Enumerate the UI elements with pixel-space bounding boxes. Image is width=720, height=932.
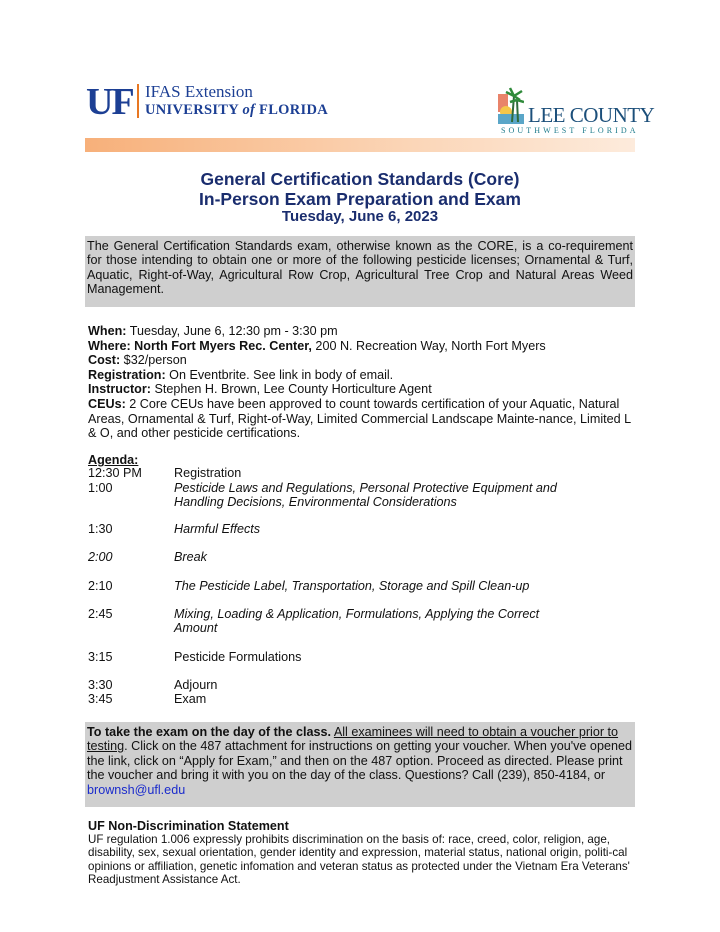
palm-tree-logo-icon [498,86,524,126]
agenda-activity: The Pesticide Label, Transportation, Storage and Spill Clean-up [174,579,530,593]
title-line-1: General Certification Standards (Core) [200,169,520,189]
lee-county-text: LEE COUNTY [528,103,655,127]
exam-underlined-text: All examinees will need to obtain a voucher prior to testing [87,725,619,754]
detail-label: When: [88,324,127,338]
detail-instructor [88,382,633,397]
uf-text-b: FLORIDA [255,102,329,118]
university-of-florida-text [145,102,328,119]
agenda-activity: Adjourn [174,678,218,692]
agenda-time: 3:15 [88,650,113,664]
detail-value: Tuesday, June 6, 12:30 pm - 3:30 pm [126,324,338,338]
nd-body: UF regulation 1.006 expressly prohibits discrimination on the basis of: race, creed, color, religion, age, disability, sex, sexual orientation, gender identity and expression, material status, national origin, politi-cal opinions or affiliation, genetic infomation and veteran status as protected under the Vietnam Era Veterans' Readjustment Assistance Act. [88,833,630,886]
agenda-activity: Registration [174,466,242,480]
ifas-extension-text: IFAS Extension [145,82,253,101]
agenda-activity: Harmful Effects [174,522,261,536]
non-discrimination-statement [88,820,633,886]
nd-heading: UF Non-Discrimination Statement [88,819,289,833]
detail-label: Cost: [88,353,121,368]
detail-value: 2 Core CEUs have been approved to count towards certification of your Aquatic, Natural Areas, Ornamental & Turf, Right-of-Way, Limited Commercial Landscape Mainte-nance, Limited L & O, and other pesticide certifications. [88,396,631,441]
agenda-activity: Break [174,550,207,564]
uf-logo: UF [86,81,133,123]
detail-label: Instructor: [88,382,151,397]
agenda-time: 2:10 [88,579,113,593]
detail-value: On Eventbrite. See link in body of email. [165,367,394,382]
detail-label: Registration: [88,367,166,382]
detail-ceus [88,397,633,441]
email-link[interactable]: brownsh@ufl.edu [87,782,186,797]
detail-value: 200 N. Recreation Way, North Fort Myers [311,338,546,353]
agenda-time: 3:30 [88,678,113,692]
uf-text-a: UNIVERSITY [145,102,243,118]
detail-when [88,324,633,339]
uf-text-of: of [242,102,256,118]
detail-cost [88,353,633,368]
detail-where [88,339,633,354]
detail-label: CEUs: [88,396,126,411]
agenda-time: 1:30 [88,522,113,536]
header-gradient-band [85,138,635,152]
agenda-activity: Exam [174,692,207,706]
intro-box: The General Certification Standards exam, otherwise known as the CORE, is a co-requirement for those intending to obtain one or more of the following pesticide licenses; Ornamental & Turf, Aquatic, Right-of-Way, Agricultural Row Crop, Agricultural Tree Crop and Natural Areas Weed Management. [85,236,635,307]
detail-registration [88,368,633,383]
agenda-heading: Agenda: [88,453,139,467]
exam-body-text: . Click on the 487 attachment for instructions on getting your voucher. When you've opened the link, click on “Apply for Exam,” and then on the 487 option. Proceed as directed. Please print the voucher and bring it with you on the day of the class. Questions? Call (239), 850-4184, or [87,739,632,783]
logo-divider [137,84,139,118]
detail-value: $32/person [120,353,187,368]
detail-value: Stephen H. Brown, Lee County Horticulture Agent [150,382,432,397]
detail-label: Where: North Fort Myers Rec. Center, [88,338,312,353]
agenda-time: 3:45 [88,692,113,706]
agenda-activity: Pesticide Laws and Regulations, Personal Protective Equipment and Handling Decisions, Environmental Considerations [174,481,557,510]
agenda-time: 12:30 PM [88,466,142,480]
exam-bold-text: To take the exam on the day of the class. [87,725,332,739]
agenda-time: 2:45 [88,607,113,621]
title-date: Tuesday, June 6, 2023 [281,208,439,225]
exam-info-box [85,722,635,807]
agenda-activity: Pesticide Formulations [174,650,302,664]
southwest-florida-text: SOUTHWEST FLORIDA [501,126,639,135]
agenda-time: 1:00 [88,481,113,495]
agenda-time: 2:00 [88,550,113,564]
title-line-2: In-Person Exam Preparation and Exam [199,189,521,209]
event-details [88,324,633,441]
agenda-activity: Mixing, Loading & Application, Formulations, Applying the Correct Amount [174,607,540,636]
